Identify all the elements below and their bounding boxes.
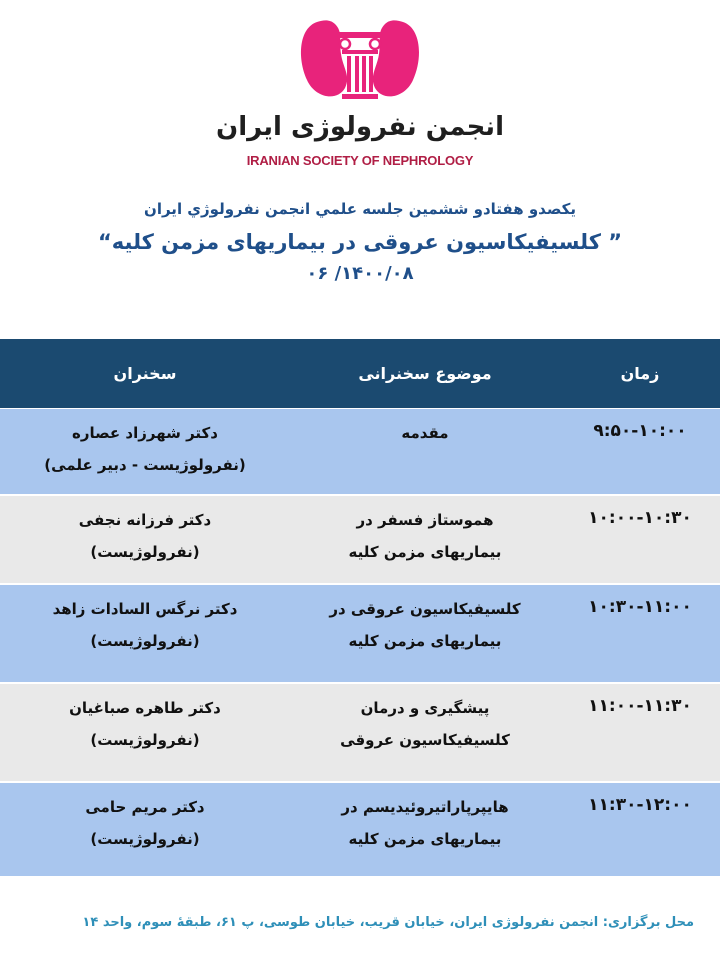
time-cell: ۹:۵۰-۱۰:۰۰ (560, 409, 720, 496)
table-row (0, 584, 720, 683)
time-cell: ۱۱:۳۰-۱۲:۰۰ (560, 782, 720, 877)
speaker-role: (نفرولوژیست) (90, 830, 200, 848)
table-header-row (0, 339, 720, 409)
speaker-cell (0, 782, 290, 877)
session-topic: ” کلسیفیکاسیون عروقی در بیماریهای مزمن کلیه“ (97, 230, 623, 254)
kidney-column-logo-icon (295, 10, 425, 110)
speaker-cell (0, 683, 290, 782)
speaker-role: (نفرولوژیست) (90, 543, 200, 561)
topic-line: بیماریهای مزمن کلیه (348, 632, 502, 650)
speaker-role: (نفرولوژیست - دبیر علمی) (44, 456, 246, 474)
topic-line: کلسیفیکاسیون عروقی (340, 731, 510, 749)
topic-line: هموستاز فسفر در (356, 511, 494, 529)
topic-cell (290, 584, 560, 683)
speaker-cell (0, 495, 290, 584)
session-title: يكصدو هفتادو ششمين جلسه علمي انجمن نفرولوژي ايران (144, 200, 576, 218)
speaker-role: (نفرولوژیست) (90, 632, 200, 650)
speaker-name: دکتر مریم حامی (85, 798, 205, 816)
time-cell: ۱۰:۰۰-۱۰:۳۰ (560, 495, 720, 584)
topic-line: بیماریهای مزمن کلیه (348, 830, 502, 848)
topic-cell (290, 683, 560, 782)
speaker-name: دکتر فرزانه نجفی (78, 511, 212, 529)
speaker-name: دکتر نرگس السادات زاهد (52, 600, 238, 618)
topic-line: مقدمه (401, 424, 449, 442)
speaker-name: دکتر شهرزاد عصاره (72, 424, 218, 442)
table-row (0, 409, 720, 496)
speaker-cell (0, 409, 290, 496)
time-cell: ۱۰:۳۰-۱۱:۰۰ (560, 584, 720, 683)
topic-cell (290, 782, 560, 877)
table-row (0, 782, 720, 877)
column-header-time: زمان (560, 339, 720, 409)
session-date: ۱۴۰۰/۰۸/ ۰۶ (306, 263, 414, 284)
society-name-english: IRANIAN SOCIETY OF NEPHROLOGY (246, 153, 474, 168)
topic-line: بیماریهای مزمن کلیه (348, 543, 502, 561)
venue-address: محل برگزاری: انجمن نفرولوژی ایران، خیابان قریب، خیابان طوسی، پ ۶۱، طبقۀ سوم، واحد ۱۴ (82, 915, 694, 930)
table-row (0, 683, 720, 782)
schedule-table (0, 339, 720, 878)
table-row (0, 495, 720, 584)
speaker-cell (0, 584, 290, 683)
topic-cell (290, 409, 560, 496)
speaker-name: دکتر طاهره صباغیان (69, 699, 221, 717)
column-header-speaker: سخنران (0, 339, 290, 409)
society-logo (0, 10, 720, 110)
speaker-role: (نفرولوژیست) (90, 731, 200, 749)
topic-line: پیشگیری و درمان (360, 699, 490, 717)
topic-cell (290, 495, 560, 584)
topic-line: کلسیفیکاسیون عروقی در (329, 600, 521, 618)
column-header-topic: موضوع سخنرانی (290, 339, 560, 409)
topic-line: هایپرپاراتیروئیدیسم در (341, 798, 509, 816)
time-cell: ۱۱:۰۰-۱۱:۳۰ (560, 683, 720, 782)
society-name-persian: انجمن نفرولوژی ایران (216, 112, 504, 142)
